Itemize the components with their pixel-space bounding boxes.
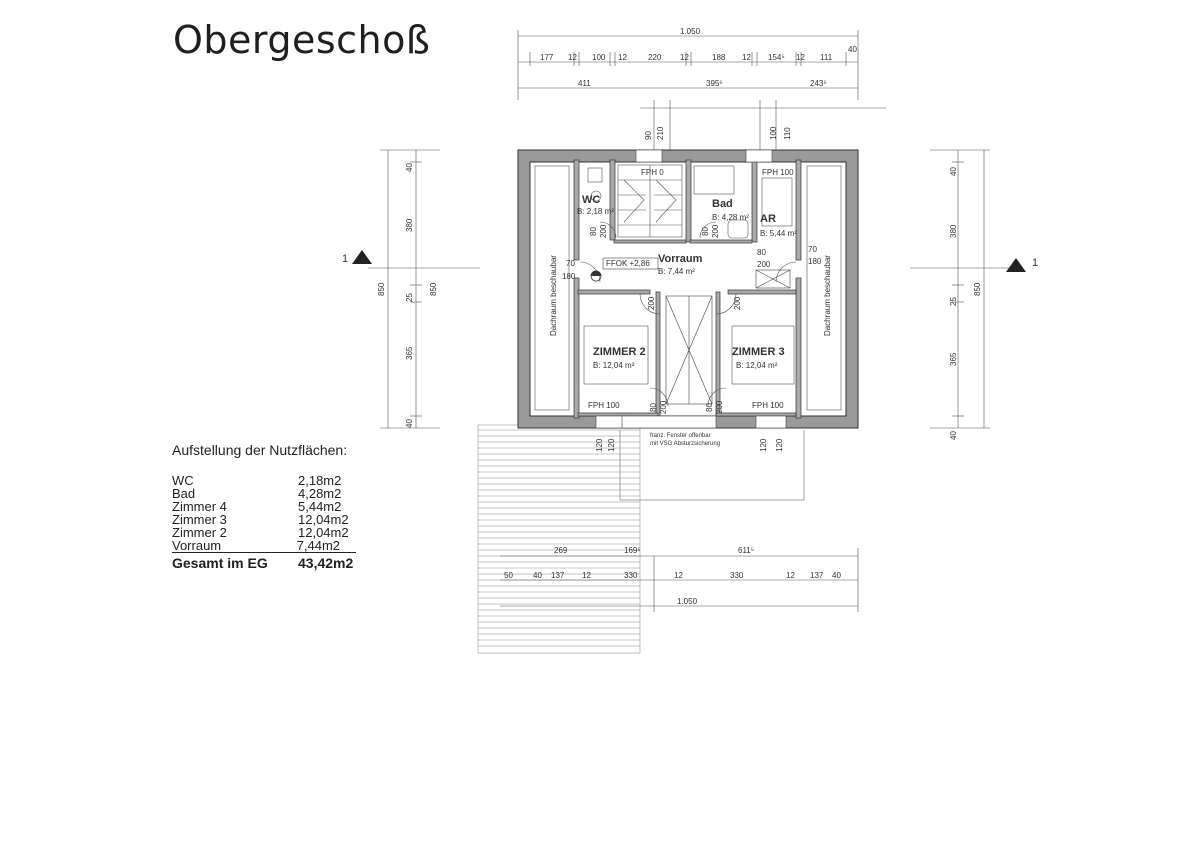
room-name-ar: AR xyxy=(760,213,776,225)
door-dim-80-z3b: 80 xyxy=(705,403,714,412)
dimension-value: 169⁵ xyxy=(624,546,641,555)
area-row-name: Bad xyxy=(172,486,196,501)
dimension-value: 380 xyxy=(949,224,958,238)
dim-left-inner: 850 xyxy=(429,282,438,296)
dimension-value: 40 xyxy=(533,571,542,580)
dimension-value: 40 xyxy=(949,431,958,440)
dimension-value: 12 xyxy=(796,53,805,62)
dim-top-row xyxy=(540,45,857,62)
dachraum-right-label: Dachraum beschaubar xyxy=(823,255,832,336)
door-dim-80-ar: 80 xyxy=(757,248,766,257)
fph-zimmer3: FPH 100 xyxy=(752,401,784,410)
dimension-value: 611⁵ xyxy=(738,546,755,555)
dimension-value: 12 xyxy=(674,571,683,580)
room-area-ar: B: 5,44 m² xyxy=(760,229,797,238)
dim-window-210: 210 xyxy=(656,126,665,140)
dimension-value: 25 xyxy=(405,293,414,302)
dim-window-110: 110 xyxy=(783,127,792,140)
section-label-left: 1 xyxy=(342,253,349,265)
dim-left-segments xyxy=(405,163,414,428)
dim-top-total: 1.050 xyxy=(680,27,701,36)
dim-right-segments xyxy=(949,167,958,440)
door-dim-80-z2b: 80 xyxy=(649,403,658,412)
area-summary xyxy=(172,442,372,572)
win-dim-120-b: 120 xyxy=(607,438,616,452)
fph-ar: FPH 100 xyxy=(762,168,794,177)
dimension-value: 25 xyxy=(949,297,958,306)
dimension-value: 365 xyxy=(949,352,958,366)
room-name-zimmer2: ZIMMER 2 xyxy=(593,346,646,358)
door-dim-80-bad: 80 xyxy=(701,227,710,236)
dimension-value: 40 xyxy=(848,45,857,54)
door-dim-200-ar: 200 xyxy=(757,260,771,269)
area-row-name: Vorraum xyxy=(172,538,222,553)
dim-window-100: 100 xyxy=(769,126,778,140)
area-summary-rows xyxy=(172,474,372,553)
room-name-vorraum: Vorraum xyxy=(658,253,703,265)
room-name-wc: WC xyxy=(582,194,601,206)
area-row-name: Zimmer 4 xyxy=(172,499,227,514)
page-title: Obergeschoß xyxy=(173,18,431,62)
stair-direction-icon xyxy=(591,271,601,281)
section-label-right: 1 xyxy=(1032,257,1039,269)
area-row-value: 7,44m2 xyxy=(296,538,341,553)
area-total-label: Gesamt im EG xyxy=(172,555,268,571)
dimension-value: 220 xyxy=(648,53,662,62)
door-dim-200-z3b: 200 xyxy=(715,400,724,414)
room-area-vorraum: B: 7,44 m² xyxy=(658,267,695,276)
win-dim-120-d: 120 xyxy=(775,438,784,452)
dimension-value: 40 xyxy=(405,163,414,172)
dim-bottom-row xyxy=(554,546,754,555)
door-dim-200-z2b: 200 xyxy=(659,400,668,414)
dimension-value: 243⁵ xyxy=(810,79,827,88)
dimension-value: 137 xyxy=(551,571,565,580)
dimension-value: 380 xyxy=(405,218,414,232)
dimension-value: 40 xyxy=(405,419,414,428)
area-row-name: Zimmer 2 xyxy=(172,525,227,540)
interior-walls xyxy=(574,160,801,418)
dimension-value: 111 xyxy=(820,53,833,62)
wardrobe-left xyxy=(666,296,712,404)
dimension-value: 395⁵ xyxy=(706,79,723,88)
door-dim-200-wc: 200 xyxy=(599,224,608,238)
dimension-lines-top xyxy=(518,30,886,150)
dim-bottom-total: 1.050 xyxy=(677,597,698,606)
area-total-row xyxy=(172,554,372,572)
dimension-value: 330 xyxy=(624,571,638,580)
area-summary-heading: Aufstellung der Nutzflächen: xyxy=(172,442,348,458)
dimension-value: 40 xyxy=(832,571,841,580)
area-row-value: 12,04m2 xyxy=(298,512,349,527)
area-row xyxy=(172,539,356,553)
dimension-value: 12 xyxy=(582,571,591,580)
section-marker-right xyxy=(1006,258,1026,272)
door-dim-70-right: 70 xyxy=(808,245,817,254)
area-row-value: 12,04m2 xyxy=(298,525,349,540)
dimension-value: 137 xyxy=(810,571,824,580)
area-row-value: 2,18m2 xyxy=(298,473,342,488)
dimension-value: 12 xyxy=(742,53,751,62)
win-dim-120-c: 120 xyxy=(759,438,768,452)
dimension-value: 330 xyxy=(730,571,744,580)
door-dim-180-right: 180 xyxy=(808,257,822,266)
dim-right-outer: 850 xyxy=(973,282,982,296)
dimension-value: 12 xyxy=(568,53,577,62)
door-dim-180-left: 180 xyxy=(562,272,576,281)
dim-bottom-row2 xyxy=(504,571,841,580)
area-row xyxy=(172,474,372,487)
fph-zimmer2: FPH 100 xyxy=(588,401,620,410)
dim-top-row2 xyxy=(578,79,827,88)
dimension-value: 177 xyxy=(540,53,554,62)
area-row-value: 5,44m2 xyxy=(298,499,342,514)
win-dim-120-a: 120 xyxy=(595,438,604,452)
door-dim-200-z2: 200 xyxy=(647,296,656,310)
door-dim-200-z3: 200 xyxy=(733,296,742,310)
area-row-name: Zimmer 3 xyxy=(172,512,227,527)
section-marker-left xyxy=(352,250,372,264)
room-area-zimmer3: B: 12,04 m² xyxy=(736,361,778,370)
dimension-value: 188 xyxy=(712,53,726,62)
dim-window-90: 90 xyxy=(644,131,653,140)
dimension-value: 269 xyxy=(554,546,568,555)
dimension-value: 411 xyxy=(578,79,591,88)
ffok-label: FFOK +2,86 xyxy=(606,259,650,268)
dimension-value: 12 xyxy=(786,571,795,580)
room-name-zimmer3: ZIMMER 3 xyxy=(732,346,785,358)
dimension-value: 154⁵ xyxy=(768,53,785,62)
room-area-wc: B: 2,18 m² xyxy=(577,207,614,216)
dimension-value: 12 xyxy=(618,53,627,62)
dimension-value: 12 xyxy=(680,53,689,62)
area-row-name: WC xyxy=(172,473,194,488)
room-area-bad: B: 4,28 m² xyxy=(712,213,749,222)
dimension-lines-right xyxy=(910,150,1010,428)
room-area-zimmer2: B: 12,04 m² xyxy=(593,361,635,370)
dimension-value: 100 xyxy=(592,53,606,62)
wardrobe-right xyxy=(756,270,790,288)
window-note-1: franz. Fenster offenbar xyxy=(650,433,711,439)
door-dim-200-bad: 200 xyxy=(711,224,720,238)
fph-wc: FPH 0 xyxy=(641,168,664,177)
dimension-value: 40 xyxy=(949,167,958,176)
dachraum-left-label: Dachraum beschaubar xyxy=(549,255,558,336)
area-total-value: 43,42m2 xyxy=(298,555,354,571)
dimension-value: 365 xyxy=(405,346,414,360)
terrace-hatch xyxy=(478,425,640,653)
door-dim-80-wc: 80 xyxy=(589,227,598,236)
window-note-2: mit VSG Absturzsicherung xyxy=(650,441,721,447)
dimension-value: 50 xyxy=(504,571,513,580)
door-dim-70-left: 70 xyxy=(566,259,575,268)
dim-left-outer: 850 xyxy=(377,282,386,296)
area-row-value: 4,28m2 xyxy=(298,486,342,501)
room-name-bad: Bad xyxy=(712,198,733,210)
